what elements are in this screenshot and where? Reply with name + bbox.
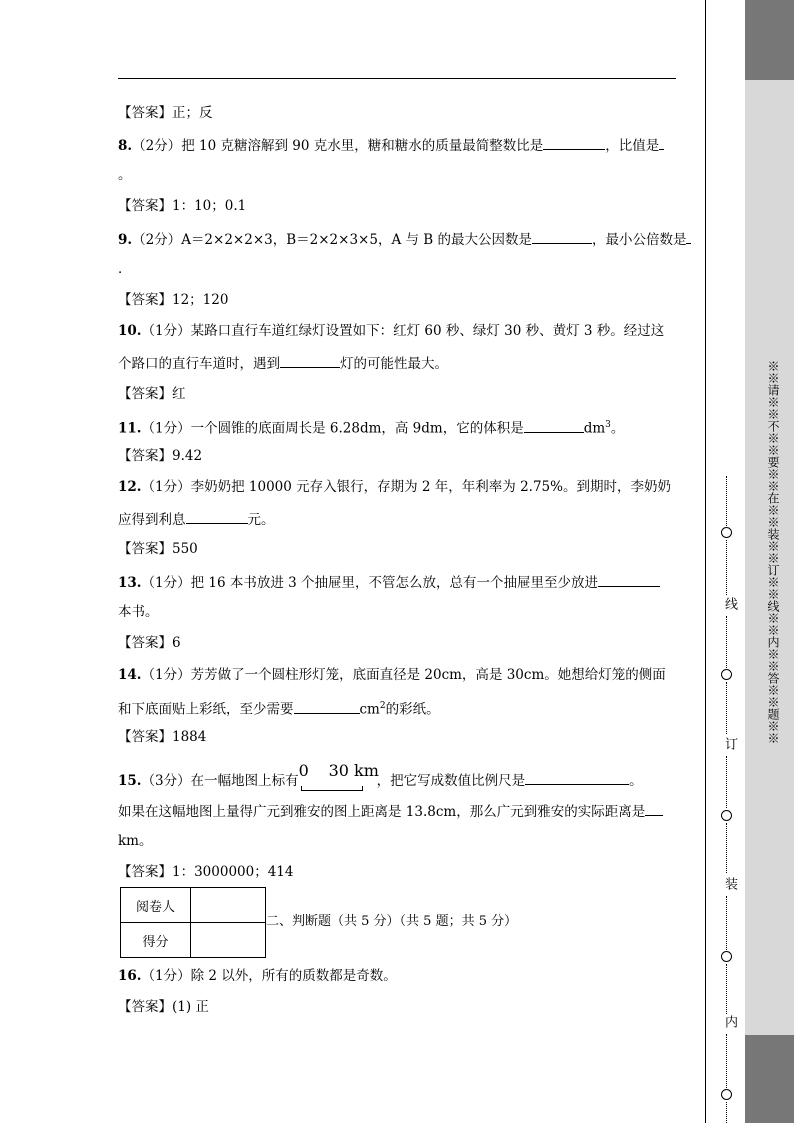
question-text: 某路口直行车道红绿灯设置如下：红灯 60 秒、绿灯 30 秒、黄灯 3 秒。经过这 (190, 323, 665, 339)
scale-label-30km: 30 km (328, 761, 379, 780)
question-text: 的彩纸。 (385, 701, 440, 718)
answer-blank[interactable] (524, 418, 584, 433)
question-text: 除 2 以外，所有的质数都是奇数。 (190, 968, 397, 984)
question-points: （1分） (141, 479, 191, 495)
question-number: 16. (118, 968, 142, 984)
question-points: （3分） (141, 773, 191, 789)
header-rule (118, 78, 676, 79)
binding-dotted-line (726, 896, 727, 950)
question-text: 个路口的直行车道时，遇到 (118, 356, 280, 372)
question-text: 李奶奶把 10000 元存入银行，存期为 2 年，年利率为 2.75%。到期时，李奶奶 (190, 479, 671, 495)
binding-warning-text: ※※请※※不※※要※※在※※装※※订※※线※※内※※答※※题※※ (766, 360, 780, 744)
question-16 (118, 967, 397, 985)
question-text: 和下底面贴上彩纸，至少需要 (118, 701, 294, 718)
question-points: （2分） (132, 232, 182, 248)
answer-16: 【答案】(1) 正 (118, 999, 209, 1015)
binding-dotted-line (726, 616, 727, 668)
answer-9: 【答案】12；120 (118, 292, 229, 308)
scale-bar-figure (298, 761, 379, 790)
question-points: （1分） (141, 968, 191, 984)
binding-border (705, 0, 706, 1123)
question-15-cont (118, 801, 663, 821)
question-number: 12. (118, 479, 142, 495)
binding-dotted-line (726, 1034, 727, 1088)
answer-11: 【答案】9.42 (118, 448, 203, 464)
unit: cm (359, 701, 380, 718)
score-label: 得分 (121, 923, 191, 958)
binding-dotted-line (726, 1102, 727, 1123)
question-text: 在一幅地图上标有 (190, 773, 299, 789)
answer-14: 【答案】1884 (118, 729, 207, 745)
question-8 (118, 135, 664, 155)
question-14-cont (118, 697, 440, 719)
question-number: 14. (118, 667, 142, 683)
answer-7: 【答案】正；反 (118, 105, 213, 121)
binding-dotted-line (726, 964, 727, 1014)
question-12 (118, 478, 671, 496)
answer-8: 【答案】1：10；0.1 (118, 198, 247, 214)
binding-hole-circle (721, 951, 732, 962)
question-12-cont (118, 509, 275, 529)
question-10-cont (118, 353, 448, 373)
question-text: 把 10 克糖溶解到 90 克水里，糖和糖水的质量最简整数比是 (181, 138, 544, 154)
question-text: A＝2×2×2×3，B＝2×2×3×5，A 与 B 的最大公因数是 (181, 232, 532, 248)
question-text: ，比值是 (605, 138, 660, 154)
answer-blank[interactable] (294, 699, 360, 714)
binding-dotted-line (726, 540, 727, 595)
question-9 (118, 229, 691, 249)
question-number: 11. (118, 420, 142, 437)
question-8-cont: 。 (118, 167, 132, 183)
question-points: （1分） (141, 575, 191, 591)
binding-hole-circle (721, 527, 732, 538)
binding-hole-circle (721, 1089, 732, 1100)
scale-bar (301, 786, 363, 791)
binding-hole-circle (721, 669, 732, 680)
binding-dotted-line (726, 476, 727, 526)
reviewer-label: 阅卷人 (121, 888, 191, 923)
answer-15: 【答案】1：3000000；414 (118, 864, 294, 880)
reviewer-cell[interactable] (191, 888, 266, 923)
question-14 (118, 666, 666, 684)
binding-bottom-block (745, 1035, 794, 1123)
answer-10: 【答案】红 (118, 386, 186, 402)
question-text: 。 (610, 420, 625, 437)
binding-dotted-line (726, 823, 727, 873)
question-number: 15. (118, 773, 142, 789)
question-points: （2分） (132, 138, 182, 154)
unit-superscript: 2 (379, 701, 386, 711)
question-text: 一个圆锥的底面周长是 6.28dm，高 9dm，它的体积是 (190, 420, 524, 437)
question-text: 灯的可能性最大。 (340, 356, 448, 372)
question-text: 把 16 本书放进 3 个抽屉里，不管怎么放，总有一个抽屉里至少放进 (190, 575, 599, 591)
question-15 (118, 761, 643, 790)
unit-superscript: 3 (605, 420, 611, 430)
answer-blank[interactable] (598, 572, 660, 587)
question-15-cont2: km。 (118, 833, 153, 849)
score-table (120, 887, 266, 958)
question-points: （1分） (141, 667, 191, 683)
question-number: 8. (118, 138, 133, 154)
question-text: ，把它写成数值比例尺是 (376, 773, 526, 789)
answer-blank[interactable] (186, 509, 248, 524)
binding-char-xian: 线 (722, 597, 737, 610)
binding-dotted-line (726, 756, 727, 808)
binding-dotted-line (726, 682, 727, 734)
question-number: 10. (118, 323, 142, 339)
question-number: 9. (118, 232, 133, 248)
question-text: 芳芳做了一个圆柱形灯笼，底面直径是 20cm，高是 30cm。她想给灯笼的侧面 (190, 667, 666, 683)
question-text: 应得到利息 (118, 512, 186, 528)
answer-blank[interactable] (280, 353, 340, 368)
score-cell[interactable] (191, 923, 266, 958)
question-13 (118, 572, 660, 592)
scale-label-zero: 0 (298, 761, 309, 780)
answer-blank[interactable] (525, 770, 629, 785)
answer-blank[interactable] (532, 229, 592, 244)
question-13-cont: 本书。 (118, 604, 159, 620)
question-number: 13. (118, 575, 142, 591)
binding-top-block (745, 0, 794, 80)
section-title: 二、判断题（共 5 分）（共 5 题；共 5 分） (266, 914, 518, 929)
question-points: （1分） (141, 420, 191, 437)
binding-char-ding: 订 (722, 737, 737, 750)
question-9-cont: ． (118, 261, 132, 277)
binding-char-zhuang: 装 (722, 877, 737, 890)
answer-blank[interactable] (659, 135, 664, 150)
question-text: 。 (629, 773, 643, 789)
answer-12: 【答案】550 (118, 541, 198, 557)
question-text: 如果在这幅地图上量得广元到雅安的图上距离是 13.8cm，那么广元到雅安的实际距离是 (118, 804, 646, 820)
answer-blank[interactable] (543, 135, 605, 150)
answer-13: 【答案】6 (118, 635, 181, 651)
unit: dm (583, 420, 606, 437)
question-11 (118, 416, 624, 438)
answer-blank[interactable] (645, 801, 663, 816)
question-text: 元。 (247, 512, 275, 528)
binding-hole-circle (721, 810, 732, 821)
answer-blank[interactable] (686, 229, 691, 244)
question-text: ，最小公倍数是 (591, 232, 687, 248)
binding-char-nei: 内 (722, 1015, 737, 1028)
question-10 (118, 322, 664, 340)
question-points: （1分） (141, 323, 191, 339)
